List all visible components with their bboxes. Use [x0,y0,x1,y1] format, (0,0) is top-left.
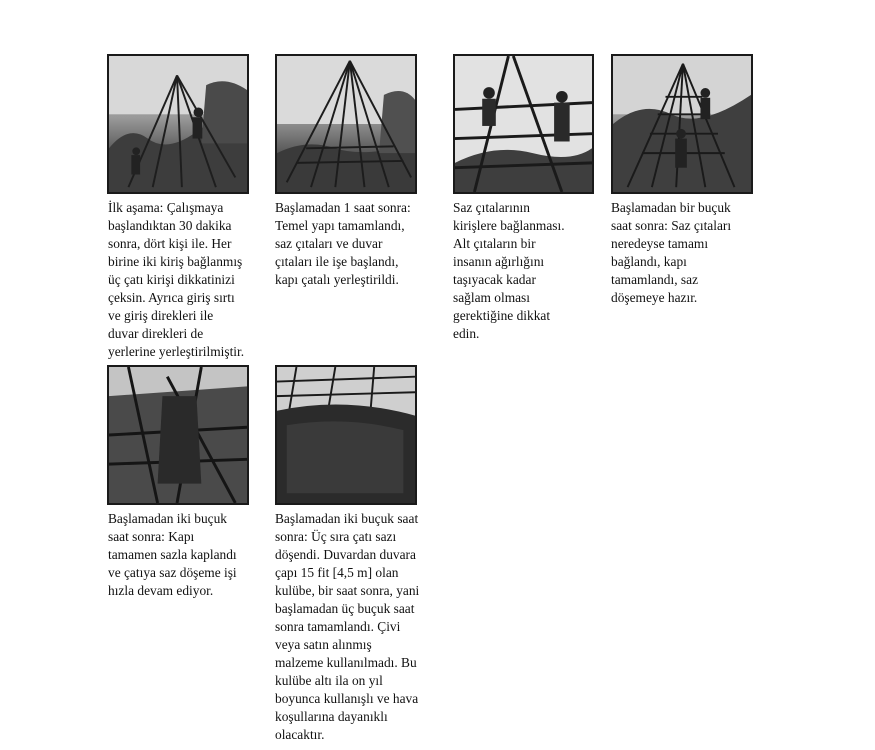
caption-stage-4: Başlamadan bir buçuk saat sonra: Saz çıtaları neredeyse tamamı bağlandı, kapı tamamlandı, saz döşemeye hazır. [611,200,732,305]
caption-stage-6: Başlamadan iki buçuk saat sonra: Üç sıra çatı sazı döşendi. Duvardan duvara çapı 15 fit [4,5 m] olan kulübe, bir saat sonra, yani başlamadan üç buçuk saat sonra tamamlandı. Çivi veya satın alınmış malzeme kullanılmadı. Bu kulübe altı ila on yıl boyunca kullanışlı ve hava koşullarına dayanıklı olacaktır. [275,511,420,742]
photo-stage-2 [275,54,417,194]
photo-stage-6 [275,365,417,505]
caption-stage-2: Başlamadan 1 saat sonra: Temel yapı tamamlandı, saz çıtaları ve duvar çıtaları ile işe başlandı, kapı çatalı yerleştirildi. [275,200,411,287]
caption-stage-1: İlk aşama: Çalışmaya başlandıktan 30 dakika sonra, dört kişi ile. Her birine iki kiriş bağlanmış üç çatı kirişi dikkatinizi çeksin. Ayrıca giriş sırtı ve giriş direkleri ile duvar direkleri de yerlerine yerleştirilmiştir. [108,200,245,359]
photo-stage-4 [611,54,753,194]
photo-stage-5 [107,365,249,505]
caption-stage-3: Saz çıtalarının kirişlere bağlanması. Alt çıtaların bir insanın ağırlığını taşıyacak kadar sağlam olması gerektiğine dikkat edin. [453,200,565,341]
photo-stage-3 [453,54,594,194]
caption-stage-5: Başlamadan iki buçuk saat sonra: Kapı tamamen sazla kaplandı ve çatıya saz döşeme işi hızla devam ediyor. [108,511,237,598]
photo-stage-1 [107,54,249,194]
